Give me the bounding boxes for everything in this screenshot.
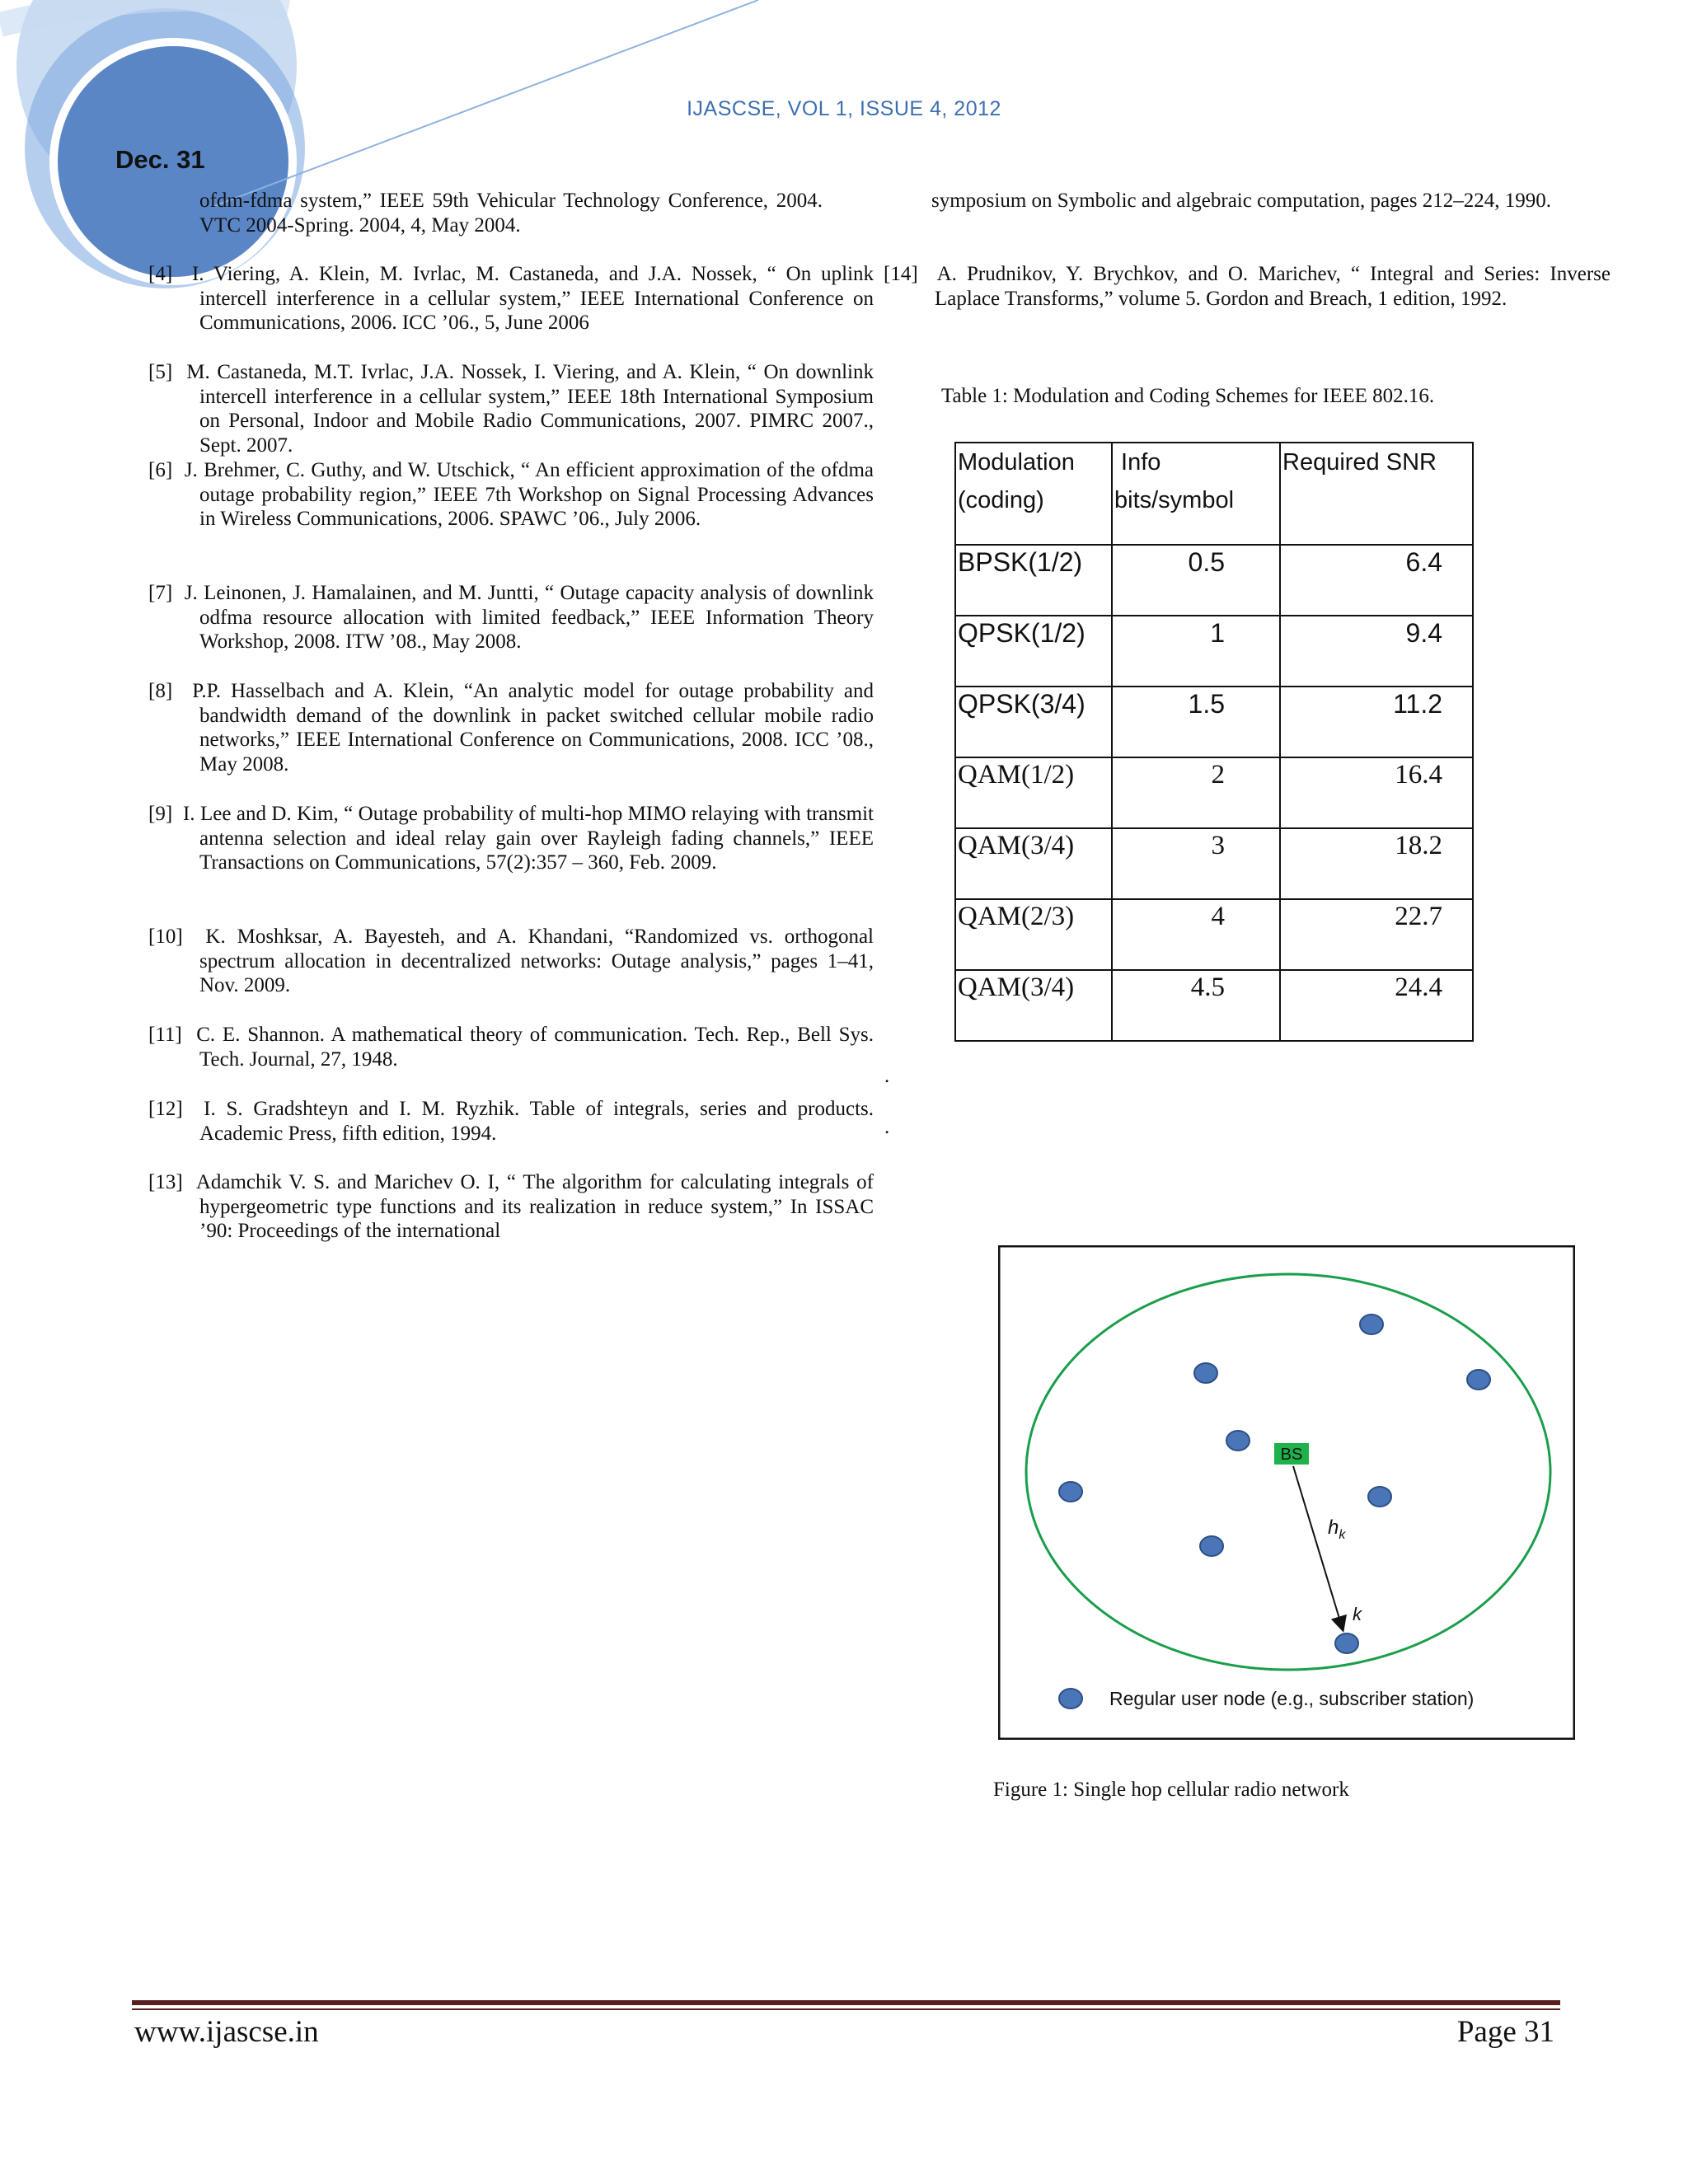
figure-legend: Regular user node (e.g., subscriber station) xyxy=(1109,1688,1475,1709)
figure-caption: Figure 1: Single hop cellular radio network xyxy=(993,1779,1349,1801)
journal-header: IJASCSE, VOL 1, ISSUE 4, 2012 xyxy=(687,97,1001,120)
reference-text: J. Brehmer, C. Guthy, and W. Utschick, “ An efficient approximation of the ofdma outage probability region,” IEEE 7th Workshop on Signal Processing Advances in Wireless Communications, 2006. SPAWC ’06., July 2006. xyxy=(184,459,874,531)
table-row xyxy=(955,899,1473,970)
table-header-required-snr: Required SNR xyxy=(1280,443,1473,545)
user-node xyxy=(1200,1536,1223,1556)
reference-4 xyxy=(148,262,874,335)
table-cell-info-bits: 0.5 xyxy=(1112,545,1280,616)
table-cell-modulation: QAM(3/4) xyxy=(955,970,1112,1041)
table-row xyxy=(955,828,1473,899)
reference-text: J. Leinonen, J. Hamalainen, and M. Juntti, “ Outage capacity analysis of downlink odfma resource allocation with limited feedback,” IEEE Information Theory Workshop, 2008. ITW ’08., May 2008. xyxy=(184,582,874,654)
footer-rule-thin xyxy=(132,2008,1560,2010)
table-cell-snr: 9.4 xyxy=(1280,616,1473,687)
table-cell-snr: 24.4 xyxy=(1280,970,1473,1041)
reference-number: [13] xyxy=(148,1171,183,1193)
reference-number: [10] xyxy=(148,926,183,948)
table-cell-modulation: QAM(1/2) xyxy=(955,757,1112,828)
table-cell-snr: 11.2 xyxy=(1280,687,1473,757)
reference-text: K. Moshksar, A. Bayesteh, and A. Khandani, “Randomized vs. orthogonal spectrum allocation in decentralized networks: Outage analysis,” pages 1–41, Nov. 2009. xyxy=(199,926,874,997)
reference-text: M. Castaneda, M.T. Ivrlac, J.A. Nossek, I. Viering, and A. Klein, “ On downlink intercell interference in a cellular system,” IEEE 18th International Symposium on Personal, Indoor and Mobile Radio Communications, 2007. PIMRC 2007., Sept. 2007. xyxy=(186,361,874,457)
table-cell-info-bits: 2 xyxy=(1112,757,1280,828)
base-station-label: BS xyxy=(1280,1446,1303,1464)
reference-8 xyxy=(148,679,874,776)
table-caption: Table 1: Modulation and Coding Schemes for IEEE 802.16. xyxy=(941,385,1435,407)
footer-page-number: Page 31 xyxy=(1456,2015,1554,2049)
table-cell-info-bits: 4 xyxy=(1112,899,1280,970)
reference-continued: ofdm-fdma system,” IEEE 59th Vehicular Technology Conference, 2004. VTC 2004-Spring. 2004, 4, May 2004. xyxy=(199,190,823,237)
footer-rule xyxy=(132,2000,1560,2005)
table-row xyxy=(955,616,1473,687)
reference-continued-right: symposium on Symbolic and algebraic computation, pages 212–224, 1990. xyxy=(931,190,1551,212)
table-row xyxy=(955,687,1473,757)
reference-number: [6] xyxy=(148,459,173,481)
reference-number: [11] xyxy=(148,1024,182,1046)
user-node-k xyxy=(1335,1633,1358,1653)
reference-number: [12] xyxy=(148,1098,183,1120)
reference-14 xyxy=(884,262,1611,311)
reference-number: [14] xyxy=(884,263,918,285)
footer-url: www.ijascse.in xyxy=(134,2015,319,2049)
user-k-label: k xyxy=(1353,1604,1362,1624)
reference-5 xyxy=(148,360,874,457)
table-row xyxy=(955,970,1473,1041)
reference-9 xyxy=(148,802,874,875)
table-cell-modulation: BPSK(1/2) xyxy=(955,545,1112,616)
stray-dot: . xyxy=(884,1065,890,1087)
legend-node-icon xyxy=(1059,1689,1082,1708)
reference-text: C. E. Shannon. A mathematical theory of communication. Tech. Rep., Bell Sys. Tech. Journal, 27, 1948. xyxy=(196,1024,874,1071)
reference-text: I. Viering, A. Klein, M. Ivrlac, M. Castaneda, and J.A. Nossek, “ On uplink intercell interference in a cellular system,” IEEE International Conference on Communications, 2006. ICC ’06., 5, June 2006 xyxy=(191,263,874,335)
reference-11 xyxy=(148,1023,874,1071)
reference-number: [7] xyxy=(148,582,173,604)
table-row xyxy=(955,545,1473,616)
table-header-info-bits: Info bits/symbol xyxy=(1112,443,1280,545)
reference-6 xyxy=(148,458,874,532)
reference-text: Adamchik V. S. and Marichev O. I, “ The algorithm for calculating integrals of hypergeometric type functions and its realization in reduce system,” In ISSAC ’90: Proceedings of the international xyxy=(195,1171,874,1243)
modulation-table xyxy=(954,442,1474,1042)
reference-number: [9] xyxy=(148,803,173,825)
table-cell-modulation: QAM(3/4) xyxy=(955,828,1112,899)
reference-text: I. S. Gradshteyn and I. M. Ryzhik. Table of integrals, series and products. Academic Press, fifth edition, 1994. xyxy=(199,1098,874,1145)
table-cell-info-bits: 3 xyxy=(1112,828,1280,899)
table-cell-modulation: QPSK(1/2) xyxy=(955,616,1112,687)
user-node xyxy=(1226,1431,1250,1451)
reference-10 xyxy=(148,925,874,998)
table-cell-info-bits: 4.5 xyxy=(1112,970,1280,1041)
table-cell-snr: 6.4 xyxy=(1280,545,1473,616)
table-cell-snr: 16.4 xyxy=(1280,757,1473,828)
user-node xyxy=(1194,1363,1217,1383)
table-cell-info-bits: 1 xyxy=(1112,616,1280,687)
issue-date: Dec. 31 xyxy=(115,145,205,174)
table-cell-modulation: QAM(2/3) xyxy=(955,899,1112,970)
network-figure xyxy=(998,1245,1575,1740)
reference-text: P.P. Hasselbach and A. Klein, “An analytic model for outage probability and bandwidth demand of the downlink in packet switched cellular mobile radio networks,” IEEE International Conference on Communications, 2008. ICC ’08., May 2008. xyxy=(192,680,874,776)
reference-7 xyxy=(148,581,874,654)
table-cell-snr: 22.7 xyxy=(1280,899,1473,970)
reference-12 xyxy=(148,1097,874,1146)
user-node xyxy=(1059,1482,1082,1502)
table-cell-snr: 18.2 xyxy=(1280,828,1473,899)
reference-number: [8] xyxy=(148,680,173,702)
table-header-row xyxy=(955,443,1473,545)
table-cell-modulation: QPSK(3/4) xyxy=(955,687,1112,757)
figure-frame xyxy=(999,1246,1574,1739)
reference-text: I. Lee and D. Kim, “ Outage probability of multi-hop MIMO relaying with transmit antenna selection and ideal relay gain over Rayleigh fading channels,” IEEE Transactions on Communications, 57(2):357 – 360, Feb. 2009. xyxy=(182,803,874,874)
reference-text: A. Prudnikov, Y. Brychkov, and O. Marichev, “ Integral and Series: Inverse Laplace Transforms,” volume 5. Gordon and Breach, 1 edition, 1992. xyxy=(935,263,1611,310)
stray-dot: . xyxy=(884,1116,890,1138)
table-header-modulation: Modulation (coding) xyxy=(955,443,1112,545)
user-node xyxy=(1360,1315,1383,1334)
reference-13 xyxy=(148,1170,874,1244)
user-node xyxy=(1368,1487,1391,1507)
user-node xyxy=(1467,1370,1490,1390)
table-cell-info-bits: 1.5 xyxy=(1112,687,1280,757)
table-row xyxy=(955,757,1473,828)
reference-number: [5] xyxy=(148,361,173,383)
reference-number: [4] xyxy=(148,263,173,285)
channel-label: $h_k$ xyxy=(1328,1516,1346,1542)
